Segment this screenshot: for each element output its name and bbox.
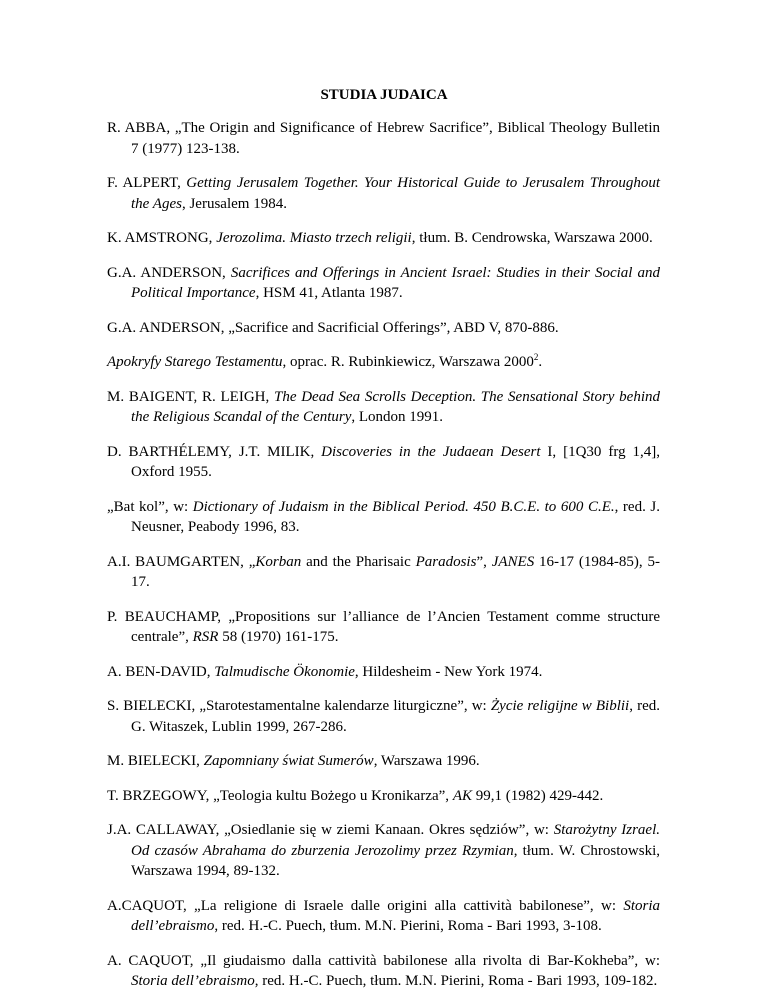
bibliography-entry [107, 820, 660, 882]
italic-title: Życie religijne w Biblii [490, 698, 630, 714]
italic-title: RSR [192, 629, 219, 645]
bibliography-entry [107, 263, 660, 304]
italic-title: Apokryfy Starego Testamentu [107, 354, 283, 370]
entry-text: M. BIELECKI, [107, 753, 204, 769]
superscript-edition: 2 [533, 352, 539, 362]
entry-text: , red. H.-C. Puech, tłum. M.N. Pierini, Roma - Bari 1993, 109-182. [254, 973, 658, 989]
entry-text: . [538, 354, 543, 370]
italic-title: The Dead Sea Scrolls Deception. The Sensational Story behind the Religious Scandal of the Century [131, 388, 660, 425]
entry-text: 58 (1970) 161-175. [218, 629, 339, 645]
italic-title: AK [452, 787, 472, 804]
entry-text: ”, [476, 553, 492, 570]
entry-text: , red. G. Witaszek, Lublin 1999, 267-286. [131, 698, 660, 735]
bibliography-entry [107, 552, 660, 593]
entry-text: S. BIELECKI, „Starotestamentalne kalendarze liturgiczne”, w: [107, 698, 491, 714]
bibliography-entry [107, 951, 660, 992]
entry-text: D. BARTHÉLEMY, J.T. MILIK, [107, 443, 322, 460]
italic-title: Dictionary of Judaism in the Biblical Period. 450 B.C.E. to 600 C.E. [192, 498, 615, 515]
italic-title: Storia dell’ebraismo [131, 897, 660, 934]
entry-text: A. CAQUOT, „Il giudaismo dalla cattività babilonese alla rivolta di Bar-Kokheba”, w: [107, 952, 660, 969]
bibliography-entry [107, 607, 660, 648]
entry-text: A.I. BAUMGARTEN, „ [107, 553, 256, 570]
entry-text: 16-17 (1984-85), 5-17. [131, 553, 660, 590]
entry-text: , London 1991. [351, 409, 444, 425]
bibliography-entry [107, 387, 660, 428]
italic-title: Starożytny Izrael. Od czasów Abrahama do zburzenia Jerozolimy przez Rzymian [131, 822, 660, 859]
italic-title: Paradosis [415, 553, 477, 570]
entry-text: K. AMSTRONG, [107, 230, 217, 246]
entry-text: , Warszawa 1996. [373, 753, 480, 769]
italic-title: Korban [255, 553, 302, 570]
italic-title: Talmudische Ökonomie [214, 663, 355, 680]
entry-text: G.A. ANDERSON, [107, 264, 231, 281]
entry-text: 99,1 (1982) 429-442. [471, 787, 604, 804]
bibliography-entry [107, 118, 660, 159]
entry-text: , Hildesheim - New York 1974. [354, 663, 543, 680]
entry-text: , oprac. R. Rubinkiewicz, Warszawa 2000 [282, 354, 534, 370]
entry-text: , red. J. Neusner, Peabody 1996, 83. [131, 498, 660, 535]
entry-text: M. BAIGENT, R. LEIGH, [107, 388, 274, 405]
italic-title: Getting Jerusalem Together. Your Historical Guide to Jerusalem Throughout the Ages [131, 175, 660, 212]
bibliography-entry [107, 352, 660, 373]
italic-title: Sacrifices and Offerings in Ancient Israel: Studies in their Social and Political Importance [131, 264, 660, 301]
bibliography-entry [107, 318, 660, 339]
italic-title: Discoveries in the Judaean Desert [321, 443, 541, 460]
page-title: STUDIA JUDAICA [320, 87, 448, 103]
entry-text: A.CAQUOT, „La religione di Israele dalle origini alla cattività babilonese”, w: [107, 897, 624, 914]
bibliography-entry [107, 442, 660, 483]
bibliography-entry [107, 696, 660, 737]
entry-text: , HSM 41, Atlanta 1987. [255, 285, 403, 301]
italic-title: JANES [491, 553, 535, 570]
bibliography-list [107, 118, 660, 1006]
entry-text: J.A. CALLAWAY, „Osiedlanie się w ziemi Kanaan. Okres sędziów”, w: [107, 822, 554, 838]
entry-text: and the Pharisaic [301, 553, 416, 570]
bibliography-entry [107, 228, 660, 249]
entry-text: G.A. ANDERSON, „Sacrifice and Sacrificial Offerings”, ABD V, 870-886. [107, 319, 559, 336]
italic-title: Storia dell’ebraismo [131, 973, 255, 989]
bibliography-entry [107, 751, 660, 772]
italic-title: Zapomniany świat Sumerów [203, 753, 374, 769]
entry-text: I, [1Q30 frg 1,4], Oxford 1955. [131, 443, 661, 480]
bibliography-entry [107, 173, 660, 214]
entry-text: A. BEN-DAVID, [107, 663, 215, 680]
entry-text: T. BRZEGOWY, „Teologia kultu Bożego u Kronikarza”, [107, 787, 453, 804]
entry-text: F. ALPERT, [107, 175, 187, 191]
bibliography-entry [107, 896, 660, 937]
entry-text: , tłum. W. Chrostowski, Warszawa 1994, 89-132. [131, 842, 661, 879]
italic-title: Jerozolima. Miasto trzech religii [216, 230, 412, 246]
entry-text: , Jerusalem 1984. [181, 195, 287, 212]
entry-text: P. BEAUCHAMP, „Propositions sur l’alliance de l’Ancien Testament comme structure centrale”, [107, 608, 660, 645]
entry-text: , tłum. B. Cendrowska, Warszawa 2000. [411, 230, 653, 246]
bibliography-entry [107, 662, 660, 683]
entry-text: R. ABBA, „The Origin and Significance of Hebrew Sacrifice”, Biblical Theology Bulletin 7 (1977) 123-138. [107, 120, 660, 157]
bibliography-entry [107, 786, 660, 807]
entry-text: , red. H.-C. Puech, tłum. M.N. Pierini, Roma - Bari 1993, 3-108. [214, 918, 602, 934]
entry-text: „Bat kol”, w: [107, 498, 193, 515]
bibliography-entry [107, 497, 660, 538]
